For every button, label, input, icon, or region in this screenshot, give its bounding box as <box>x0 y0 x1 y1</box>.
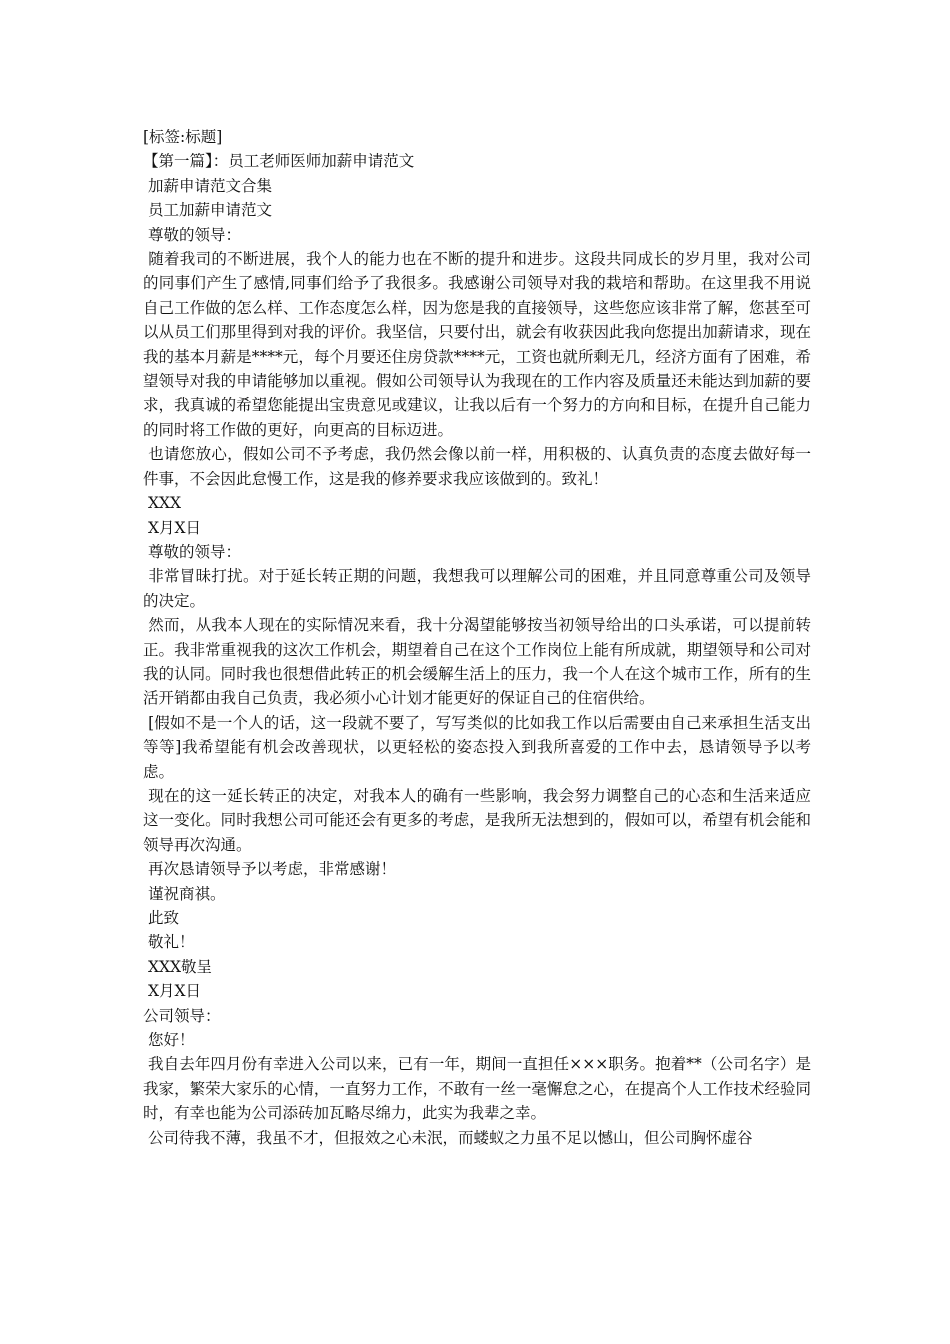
document-page <box>143 125 811 1150</box>
closing-line: 谨祝商祺。 <box>143 884 226 903</box>
chapter-heading: 【第一篇】：员工老师医师加薪申请范文 <box>143 152 415 171</box>
body-paragraph: [假如不是一个人的话，这一段就不要了，写写类似的比如我工作以后需要由自己来承担生活支出等等]我希望能有机会改善现状，以更轻松的姿态投入到我所喜爱的工作中去，恳请领导予以考虑。 <box>143 713 811 781</box>
body-paragraph: 再次恳请领导予以考虑，非常感谢！ <box>143 860 396 879</box>
signature-name: XXX <box>143 494 182 513</box>
salutation: 公司领导： <box>143 1006 221 1025</box>
body-paragraph: 然而，从我本人现在的实际情况来看，我十分渴望能够按当初领导给出的口头承诺，可以提前转正。我非常重视我的这次工作机会，期望着自己在这个工作岗位上能有所成就，期望领导和公司对我的认同。同时我也很想借此转正的机会缓解生活上的压力，我一个人在这个城市工作，所有的生活开销都由我自己负责，我必须小心计划才能更好的保证自己的住宿供给。 <box>143 616 811 708</box>
signature-name: XXX敬呈 <box>143 957 213 976</box>
salutation: 尊敬的领导： <box>143 542 241 561</box>
body-paragraph: 非常冒昧打扰。对于延长转正期的问题，我想我可以理解公司的困难，并且同意尊重公司及领导的决定。 <box>143 567 811 610</box>
closing-line: 此致 <box>143 909 179 927</box>
body-paragraph: 现在的这一延长转正的决定，对我本人的确有一些影响，我会努力调整自己的心态和生活来适应这一变化。同时我想公司可能还会有更多的考虑，是我所无法想到的，假如可以，希望有机会能和领导再次沟通。 <box>143 786 811 854</box>
body-paragraph: 随着我司的不断进展，我个人的能力也在不断的提升和进步。这段共同成长的岁月里，我对公司的同事们产生了感情,同事们给予了我很多。我感谢公司领导对我的栽培和帮助。在这里我不用说自己工作做的怎么样、工作态度怎么样，因为您是我的直接领导，这些您应该非常了解，您甚至可以从员工们那里得到对我的评价。我坚信，只要付出，就会有收获因此我向您提出加薪请求，现在我的基本月薪是****元，每个月要还住房贷款****元，工资也就所剩无几，经济方面有了困难，希望领导对我的申请能够加以重视。假如公司领导认为我现在的工作内容及质量还未能达到加薪的要求，我真诚的希望您能提出宝贵意见或建议，让我以后有一个努力的方向和目标，在提升自己能力的同时将工作做的更好，向更高的目标迈进。 <box>143 250 811 439</box>
greeting: 您好！ <box>143 1031 195 1050</box>
body-paragraph: 公司待我不薄，我虽不才，但报效之心未泯，而蝼蚁之力虽不足以憾山，但公司胸怀虚谷 <box>143 1128 753 1147</box>
salutation: 尊敬的领导： <box>143 225 241 244</box>
tag-title-line: [标签:标题] <box>143 128 223 146</box>
signature-date: X月X日 <box>143 518 202 537</box>
body-paragraph: 也请您放心，假如公司不予考虑，我仍然会像以前一样，用积极的、认真负责的态度去做好每一件事，不会因此怠慢工作，这是我的修养要求我应该做到的。致礼！ <box>143 445 811 488</box>
article-title: 员工加薪申请范文 <box>143 201 272 220</box>
signature-date: X月X日 <box>143 982 202 1001</box>
body-paragraph: 我自去年四月份有幸进入公司以来，已有一年，期间一直担任×××职务。抱着**（公司名字）是我家，繁荣大家乐的心情，一直努力工作，不敢有一丝一毫懈怠之心，在提高个人工作技术经验同时，有幸也能为公司添砖加瓦略尽绵力，此实为我辈之幸。 <box>143 1055 811 1123</box>
collection-title: 加薪申请范文合集 <box>143 176 272 195</box>
closing-line: 敬礼！ <box>143 933 195 952</box>
